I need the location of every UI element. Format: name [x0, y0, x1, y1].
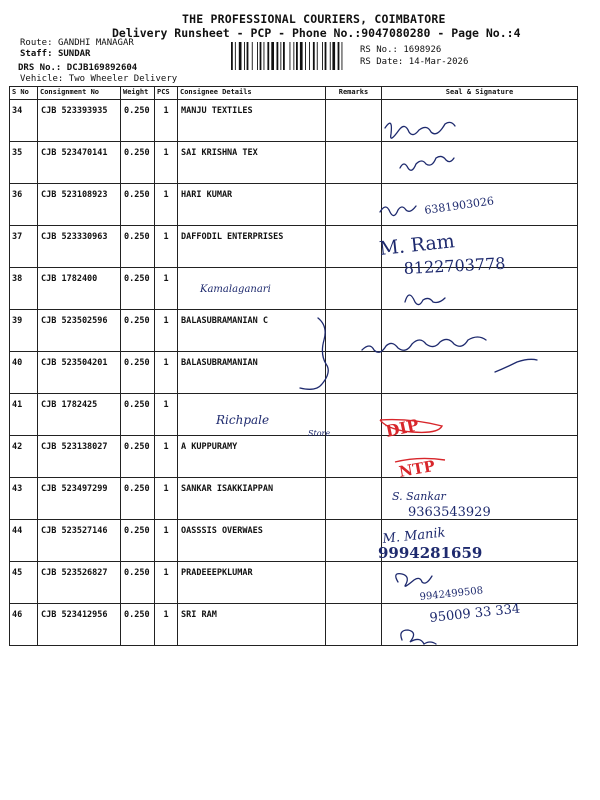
- consignment-no-cell: [38, 100, 121, 142]
- pcs-text: 1: [163, 610, 169, 620]
- col-remarks-header: Remarks: [326, 87, 382, 100]
- handwritten-phone-row-45: 9942499508: [419, 585, 484, 603]
- sno-cell: [10, 184, 38, 226]
- vehicle-line: [20, 74, 177, 84]
- table-row: [10, 184, 578, 226]
- sno-text: 35: [12, 148, 23, 158]
- consignment-no-text: CJB 523393935: [41, 106, 108, 116]
- consignment-no-text: CJB 523497299: [41, 484, 108, 494]
- sno-cell: [10, 394, 38, 436]
- consignee-cell: [178, 184, 326, 226]
- rs-date-label: RS Date:: [360, 57, 404, 67]
- consignment-no-cell: [38, 184, 121, 226]
- drs-line: [18, 63, 137, 73]
- col-consignee-header: Consignee Details: [178, 87, 326, 100]
- pcs-text: 1: [163, 274, 169, 284]
- weight-cell: [121, 478, 155, 520]
- consignment-no-cell: [38, 604, 121, 646]
- drs-value: DCJB169892604: [66, 63, 138, 73]
- pcs-text: 1: [163, 568, 169, 578]
- pcs-text: 1: [163, 358, 169, 368]
- consignee-cell: [178, 436, 326, 478]
- sno-text: 37: [12, 232, 23, 242]
- pcs-cell: [155, 100, 178, 142]
- signature-cell: [382, 436, 578, 478]
- consignee-cell: [178, 352, 326, 394]
- consignee-text: OASSSIS OVERWAES: [181, 526, 263, 536]
- weight-text: 0.250: [124, 610, 150, 620]
- sno-cell: [10, 142, 38, 184]
- consignment-no-text: CJB 523470141: [41, 148, 108, 158]
- sno-cell: [10, 478, 38, 520]
- consignment-no-text: CJB 523138027: [41, 442, 108, 452]
- signature-cell: [382, 310, 578, 352]
- remarks-cell: [326, 352, 382, 394]
- signature-cell: [382, 142, 578, 184]
- remarks-cell: [326, 478, 382, 520]
- consignment-no-text: CJB 523527146: [41, 526, 108, 536]
- staff-line: [20, 49, 90, 59]
- handwritten-name-row-43: S. Sankar: [392, 490, 446, 503]
- consignment-no-text: CJB 523108923: [41, 190, 108, 200]
- weight-cell: [121, 562, 155, 604]
- weight-cell: [121, 604, 155, 646]
- pcs-cell: [155, 352, 178, 394]
- sno-cell: [10, 310, 38, 352]
- consignee-cell: [178, 520, 326, 562]
- pcs-cell: [155, 478, 178, 520]
- signature-cell: [382, 268, 578, 310]
- consignment-no-text: CJB 523504201: [41, 358, 108, 368]
- weight-text: 0.250: [124, 316, 150, 326]
- consignee-cell: [178, 142, 326, 184]
- weight-cell: [121, 184, 155, 226]
- table-row: [10, 142, 578, 184]
- table-row: [10, 436, 578, 478]
- route-line: [20, 38, 134, 48]
- remarks-cell: [326, 520, 382, 562]
- consignee-cell: [178, 226, 326, 268]
- pcs-text: 1: [163, 400, 169, 410]
- weight-text: 0.250: [124, 106, 150, 116]
- weight-text: 0.250: [124, 442, 150, 452]
- table-row: [10, 310, 578, 352]
- barcode-image: [231, 42, 356, 70]
- table-row: [10, 352, 578, 394]
- remarks-cell: [326, 268, 382, 310]
- signature-cell: [382, 226, 578, 268]
- consignee-cell: [178, 478, 326, 520]
- consignment-no-cell: [38, 310, 121, 352]
- pcs-cell: [155, 184, 178, 226]
- signature-cell: [382, 601, 578, 646]
- signature-cell: [382, 394, 578, 436]
- remarks-cell: [326, 562, 382, 604]
- handwritten-name-row-44: M. Manik: [381, 525, 447, 547]
- col-pcs-header: PCS: [155, 87, 178, 100]
- remarks-cell: [326, 436, 382, 478]
- consignee-cell: [178, 604, 326, 646]
- consignment-no-text: CJB 523330963: [41, 232, 108, 242]
- vehicle-value: Two Wheeler Delivery: [68, 74, 178, 84]
- table-header-row: [10, 87, 578, 100]
- remarks-cell: [326, 394, 382, 436]
- consignee-text: SANKAR ISAKKIAPPAN: [181, 484, 274, 494]
- handwritten-consignee-row-41: Richpale: [216, 413, 270, 427]
- pcs-text: 1: [163, 106, 169, 116]
- remarks-cell: [326, 184, 382, 226]
- consignee-text: HARI KUMAR: [181, 190, 233, 200]
- pcs-cell: [155, 268, 178, 310]
- consignment-no-text: CJB 1782400: [41, 274, 98, 284]
- rs-date-value: 14-Mar-2026: [408, 57, 469, 67]
- weight-cell: [121, 310, 155, 352]
- sno-cell: [10, 562, 38, 604]
- consignee-text: [178, 394, 325, 400]
- handwritten-phone-row-46: 95009 33 334: [428, 601, 521, 626]
- weight-cell: [121, 142, 155, 184]
- table-row: [10, 520, 578, 562]
- consignment-no-text: CJB 523502596: [41, 316, 108, 326]
- pcs-cell: [155, 562, 178, 604]
- pcs-text: 1: [163, 232, 169, 242]
- consignee-text: MANJU TEXTILES: [181, 106, 253, 116]
- sno-cell: [10, 436, 38, 478]
- rs-date-line: [360, 57, 468, 67]
- consignee-text: DAFFODIL ENTERPRISES: [181, 232, 284, 242]
- sno-text: 43: [12, 484, 23, 494]
- handwritten-consignee-row-38: Kamalaganari: [200, 284, 271, 295]
- table-row: [10, 478, 578, 520]
- consignment-no-cell: [38, 268, 121, 310]
- consignment-no-cell: [38, 436, 121, 478]
- stamp-row-41: DIP: [383, 415, 421, 441]
- handwritten-phone-row-43: 9363543929: [408, 505, 491, 520]
- remarks-cell: [326, 226, 382, 268]
- pcs-text: 1: [163, 484, 169, 494]
- pcs-text: 1: [163, 148, 169, 158]
- weight-cell: [121, 394, 155, 436]
- signature-cell: [382, 562, 578, 604]
- runsheet-title: Delivery Runsheet - PCP - Phone No.:9047080280 - Page No.:4: [112, 26, 521, 40]
- rs-no-label: RS No.:: [360, 45, 398, 55]
- weight-cell: [121, 268, 155, 310]
- staff-value: SUNDAR: [57, 49, 91, 59]
- pcs-cell: [155, 436, 178, 478]
- consignment-no-cell: [38, 394, 121, 436]
- table-row: [10, 100, 578, 142]
- consignee-cell: [178, 394, 326, 436]
- pcs-text: 1: [163, 442, 169, 452]
- sno-text: 39: [12, 316, 23, 326]
- handwritten-phone-row-36: 6381903026: [423, 194, 495, 217]
- pcs-text: 1: [163, 316, 169, 326]
- handwritten-sub-row-41: Store: [308, 429, 331, 438]
- table-row: [10, 268, 578, 310]
- table-row: [10, 394, 578, 436]
- consignment-no-cell: [38, 478, 121, 520]
- drs-label: DRS No.:: [18, 63, 62, 73]
- consignee-text: A KUPPURAMY: [181, 442, 238, 452]
- sno-text: 46: [12, 610, 23, 620]
- weight-cell: [121, 352, 155, 394]
- table-row: [10, 226, 578, 268]
- remarks-cell: [326, 604, 382, 646]
- consignee-text: BALASUBRAMANIAN: [181, 358, 258, 368]
- sno-cell: [10, 604, 38, 646]
- sno-text: 45: [12, 568, 23, 578]
- sno-cell: [10, 352, 38, 394]
- weight-cell: [121, 436, 155, 478]
- col-signature-header: Seal & Signature: [382, 87, 578, 100]
- remarks-cell: [326, 310, 382, 352]
- sno-cell: [10, 268, 38, 310]
- remarks-cell: [326, 142, 382, 184]
- col-consignment-header: Consignment No: [38, 87, 121, 100]
- sno-text: 34: [12, 106, 23, 116]
- weight-text: 0.250: [124, 190, 150, 200]
- runsheet-table: [9, 86, 578, 646]
- signature-cell: [382, 100, 578, 142]
- table-row: [10, 562, 578, 604]
- route-label: Route:: [20, 38, 53, 48]
- signature-cell: [382, 184, 578, 226]
- sno-text: 40: [12, 358, 23, 368]
- company-name: THE PROFESSIONAL COURIERS, COIMBATORE: [182, 12, 446, 26]
- signature-cell: [382, 478, 578, 520]
- consignment-no-cell: [38, 226, 121, 268]
- col-weight-header: Weight: [121, 87, 155, 100]
- sno-cell: [10, 520, 38, 562]
- consignment-no-text: CJB 523526827: [41, 568, 108, 578]
- consignee-cell: [178, 268, 326, 310]
- handwritten-phone-row-37: 8122703778: [403, 253, 506, 278]
- sno-text: 41: [12, 400, 23, 410]
- weight-text: 0.250: [124, 400, 150, 410]
- weight-cell: [121, 100, 155, 142]
- handwritten-name-row-37: M. Ram: [378, 230, 456, 260]
- pcs-text: 1: [163, 190, 169, 200]
- weight-cell: [121, 520, 155, 562]
- consignee-text: BALASUBRAMANIAN C: [181, 316, 268, 326]
- weight-text: 0.250: [124, 484, 150, 494]
- weight-text: 0.250: [124, 274, 150, 284]
- consignee-text: SRI RAM: [181, 610, 217, 620]
- weight-text: 0.250: [124, 148, 150, 158]
- consignment-no-cell: [38, 352, 121, 394]
- consignee-text: [178, 268, 325, 274]
- vehicle-label: Vehicle:: [20, 74, 64, 84]
- sno-cell: [10, 100, 38, 142]
- handwritten-phone-row-44: 9994281659: [378, 544, 483, 562]
- staff-label: Staff:: [20, 49, 53, 59]
- sno-cell: [10, 226, 38, 268]
- col-sno-header: S No: [10, 87, 38, 100]
- rs-no-line: [360, 45, 441, 55]
- consignee-cell: [178, 562, 326, 604]
- weight-text: 0.250: [124, 358, 150, 368]
- pcs-cell: [155, 142, 178, 184]
- weight-text: 0.250: [124, 568, 150, 578]
- consignment-no-cell: [38, 562, 121, 604]
- consignee-text: PRADEEEPKLUMAR: [181, 568, 253, 578]
- consignment-no-cell: [38, 520, 121, 562]
- consignee-cell: [178, 310, 326, 352]
- pcs-cell: [155, 226, 178, 268]
- pcs-text: 1: [163, 526, 169, 536]
- sno-text: 44: [12, 526, 23, 536]
- weight-cell: [121, 226, 155, 268]
- consignee-cell: [178, 100, 326, 142]
- weight-text: 0.250: [124, 232, 150, 242]
- weight-text: 0.250: [124, 526, 150, 536]
- sno-text: 36: [12, 190, 23, 200]
- route-value: GANDHI MANAGAR: [57, 38, 134, 48]
- signature-cell: [382, 352, 578, 394]
- consignment-no-text: CJB 1782425: [41, 400, 98, 410]
- table-row: [10, 604, 578, 646]
- pcs-cell: [155, 394, 178, 436]
- stamp-row-42: NTP: [397, 456, 437, 481]
- pcs-cell: [155, 310, 178, 352]
- sno-text: 42: [12, 442, 23, 452]
- consignment-no-cell: [38, 142, 121, 184]
- remarks-cell: [326, 100, 382, 142]
- consignee-text: SAI KRISHNA TEX: [181, 148, 258, 158]
- pcs-cell: [155, 520, 178, 562]
- rs-no-value: 1698926: [403, 45, 442, 55]
- signature-cell: [382, 520, 578, 562]
- pcs-cell: [155, 604, 178, 646]
- sno-text: 38: [12, 274, 23, 284]
- consignment-no-text: CJB 523412956: [41, 610, 108, 620]
